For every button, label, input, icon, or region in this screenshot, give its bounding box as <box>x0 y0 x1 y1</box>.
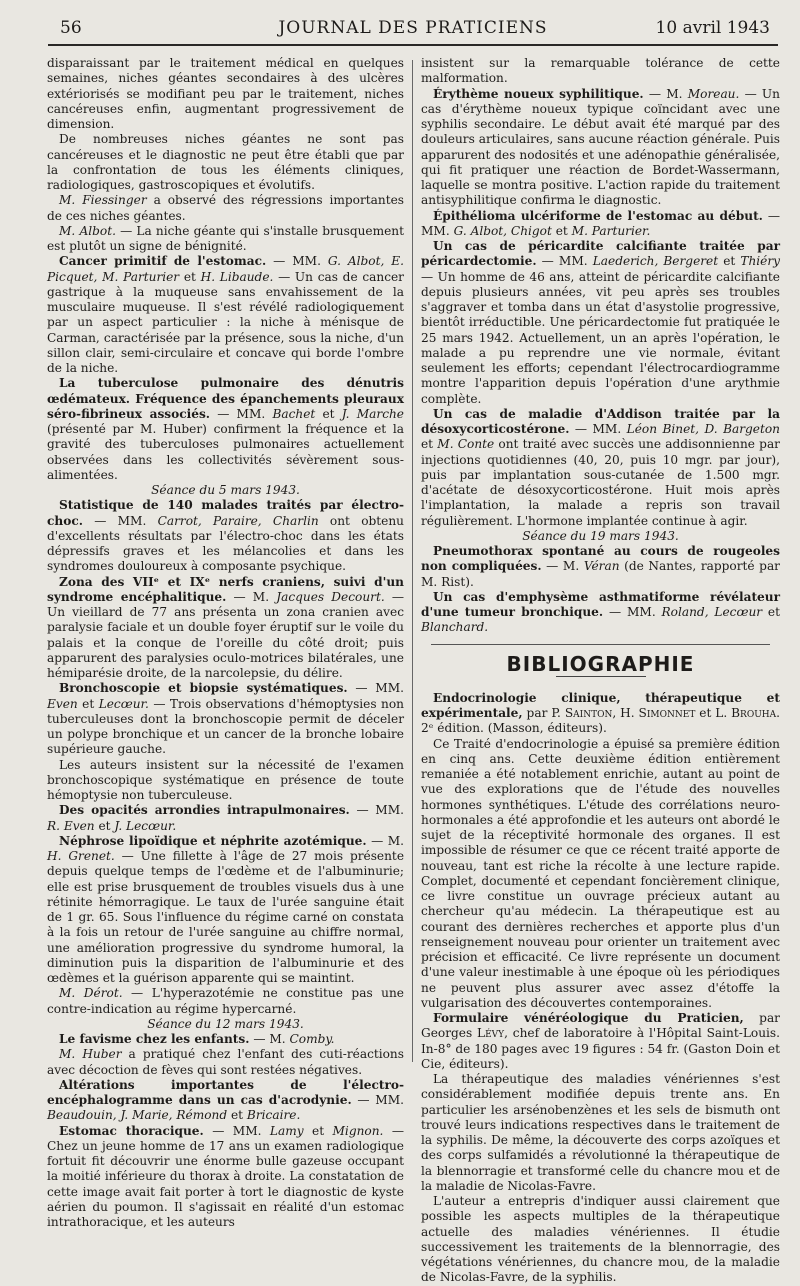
section-rule <box>431 644 770 645</box>
entry-estomac-thoracique: Estomac thoracique. — MM. Lamy et Mignon. — Chez un jeune homme de 17 ans un examen radiologique fortuit fit découvrir une énorme bulle gazeuse occupant la moitié inférieure du thorax à droite. La constatation de cette image avait fait porter à tort le diagnostic de kyste aérien du poumon. Il s'agissait en réalité d'un estomac intrathoracique, et les auteurs <box>47 1123 404 1229</box>
seance-heading: Séance du 5 mars 1943. <box>151 483 300 497</box>
entry-cancer-primitif: Cancer primitif de l'estomac. — MM. G. Albot, E. Picquet, M. Parturier et H. Libaude. — Un cas de cancer gastrique à la muqueuse sans envahissement de la musculaire muqueuse. Il s'est révélé radiologiquement par un aspect particulier : la niche à ménisque de Carman, caractérisée par la présence, sous la niche, d'un sillon clair, semi-circulaire et concave qui borde l'ombre de la niche. <box>47 254 404 375</box>
heading-underline <box>556 676 646 677</box>
paragraph: M. Fiessinger a observé des régressions importantes de ces niches géantes. <box>47 193 404 223</box>
entry-acrodynie: Altérations importantes de l'électro-encéphalogramme dans un cas d'acrodynie. — MM. Beaudouin, J. Marie, Rémond et Bricaire. <box>47 1077 404 1123</box>
book-review: Ce Traité d'endocrinologie a épuisé sa première édition en cinq ans. Cette deuxième édition entièrement remaniée a été notablement enrichie, autant au point de vue des explorations que de l'étude des nouvelles hormones synthétiques. L'étude des corrélations neuro-hormonales a été approfondie et les auteurs ont abordé le sujet de la réceptivité hormonale des organes. Il est impossible de résumer ce que ce récent traité apporte de nouveau, tant est riche la récolte à une lecture rapide. Complet, documenté et cependant foncièrement clinique, ce livre constitue un ouvrage précieux autant au chercheur qu'au médecin. La thérapeutique est au courant des dernières recherches et apporte plus d'un renseignement nouveau pour orienter un traitement avec précision et efficacité. Ce livre représente un document d'une valeur inestimable à une époque où les périodiques ne peuvent plus assurer avec assez d'étoffe la vulgarisation des découvertes contemporaines. <box>421 736 780 1010</box>
entry-electro-choc: Statistique de 140 malades traités par électro-choc. — MM. Carrot, Paraire, Charlin ont obtenu d'excellents résultats par l'électro-choc dans les états dépressifs graves et les mélancolies et dans les syndromes douloureux à composante psychique. <box>47 498 404 574</box>
page-header <box>48 14 778 44</box>
entry-pneumothorax: Pneumothorax spontané au cours de rougeoles non compliquées. — M. Véran (de Nantes, rapporté par M. Rist). <box>421 544 780 589</box>
book-review: L'auteur a entrepris d'indiquer aussi clairement que possible les aspects multiples de la thérapeutique actuelle des maladies vénériennes. Il étudie successivement les traitements de la blennorragie, des végétations vénériennes, du chancre mou, de la maladie de Nicolas-Favre, de la syphilis. <box>421 1194 780 1285</box>
entry-bronchoscopie: Bronchoscopie et biopsie systématiques. — MM. Even et Lecœur. — Trois observations d'hémoptysies non tuberculeuses dont la bronchoscopie permit de déceler un polype bronchique et un cancer de la bronche lobaire supérieure gauche. <box>47 681 404 757</box>
entry-emphyseme: Un cas d'emphysème asthmatiforme révélateur d'une tumeur bronchique. — MM. Roland, Lecœur et Blanchard. <box>421 589 780 635</box>
entry-favisme: Le favisme chez les enfants. — M. Comby. <box>59 1032 335 1046</box>
entry-opacites: Des opacités arrondies intrapulmonaires. — MM. R. Even et J. Lecœur. <box>47 803 404 833</box>
seance-heading: Séance du 12 mars 1943. <box>147 1016 304 1031</box>
paragraph: Les auteurs insistent sur la nécessité de l'examen bronchoscopique systématique en présence de toute hémoptysie non tuberculeuse. <box>47 757 404 802</box>
book-entry-formulaire: Formulaire vénéréologique du Praticien, par Georges Lévy, chef de laboratoire à l'Hôpital Saint-Louis. In-8° de 180 pages avec 19 figures : 54 fr. (Gaston Doin et Cie, éditeurs). <box>421 1011 780 1071</box>
issue-date: 10 avril 1943 <box>655 18 770 38</box>
left-column <box>47 56 404 1229</box>
right-column <box>421 56 780 1285</box>
paragraph: insistent sur la remarquable tolérance de cette malformation. <box>421 56 780 86</box>
book-review: La thérapeutique des maladies vénériennes s'est considérablement modifiée depuis trente ans. En particulier les arsénobenzènes et les sels de bismuth ont trouvé leurs indications respectives dans le traitement de la syphilis. De même, la découverte des corps azoïques et des corps sulfamidés a révolutionné la thérapeutique de la blennorragie et transformé celle du chancre mou et de la maladie de Nicolas-Favre. <box>421 1072 780 1193</box>
entry-zona: Zona des VIIᵉ et IXᵉ nerfs craniens, suivi d'un syndrome encéphalitique. — M. Jacques Decourt. — Un vieillard de 77 ans présenta un zona cranien avec paralysie faciale et un double foyer éruptif sur le voile du palais et la conque de l'oreille du côté droit; puis apparurent des paralysies oculo-motrices bilatérales, une hémiparésie droite, de la narcolepsie, du délire. <box>47 574 404 680</box>
seance-heading: Séance du 19 mars 1943. <box>522 528 679 543</box>
book-entry-endocrinologie: Endocrinologie clinique, thérapeutique et expérimentale, par P. Sainton, H. Simonnet et L. Brouha. 2ᵉ édition. (Masson, éditeurs). <box>421 690 780 736</box>
paragraph: M. Albot. — La niche géante qui s'installe brusquement est plutôt un signe de bénignité. <box>47 223 404 253</box>
column-divider <box>412 60 413 1062</box>
entry-pericardite: Un cas de péricardite calcifiante traitée par péricardectomie. — MM. Laederich, Bergeret et Thiéry — Un homme de 46 ans, atteint de péricardite calcifiante depuis plusieurs années, vit peu après ses troubles s'aggraver et tomba dans un état d'asystolie progressive, bientôt irréductible. Une péricardectomie fut pratiquée le 25 mars 1942. Actuellement, un an après l'opération, le malade a pu reprendre une vie normale, évitant seulement les efforts; cependant l'électrocardiogramme montre l'apparition depuis l'opération d'une arythmie complète. <box>421 239 780 406</box>
paragraph: De nombreuses niches géantes ne sont pas cancéreuses et le diagnostic ne peut être établi que par la confrontation de tous les éléments cliniques, radiologiques, gastroscopiques et évolutifs. <box>47 132 404 192</box>
paragraph: M. Dérot. — L'hyperazotémie ne constitue pas une contre-indication au régime hypercarné. <box>47 986 404 1016</box>
header-rule <box>48 44 778 46</box>
entry-epithelioma: Épithélioma ulcériforme de l'estomac au début. — MM. G. Albot, Chigot et M. Parturier. <box>421 208 780 238</box>
entry-erytheme: Érythème noueux syphilitique. — M. Moreau. — Un cas d'érythème noueux typique coïncidant avec une syphilis secondaire. Le début avait été marqué par des douleurs articulaires, sans aucune réaction générale. Puis apparurent des nodosités et une adénopathie généralisée, qui fit pratiquer une réaction de Bordet-Wassermann, laquelle se montra positive. L'action rapide du traitement antisyphilitique confirma le diagnostic. <box>421 86 780 208</box>
entry-nephrose: Néphrose lipoïdique et néphrite azotémique. — M. H. Grenet. — Une fillette à l'âge de 27 mois présente depuis quelque temps de l'œdème et de l'albuminurie; elle est prise brusquement de troubles visuels dus à une rétinite hémorragique. Le taux de l'urée sanguine était de 1 gr. 65. Sous l'influence du régime carné on constata à la fois un retour de l'urée sanguine au chiffre normal, une amélioration progressive du syndrome humoral, la diminution puis la disparition de l'albuminurie et des œdèmes et la guérison apparente qui se maintint. <box>47 833 404 985</box>
entry-tuberculose: La tuberculose pulmonaire des dénutris œdémateux. Fréquence des épanchements pleuraux séro-fibrineux associés. — MM. Bachet et J. Marche (présenté par M. Huber) confirment la fréquence et la gravité des tuberculoses pulmonaires actuellement observées dans les collectivités sévèrement sous-alimentées. <box>47 376 404 482</box>
journal-title: JOURNAL DES PRATICIENS <box>278 18 548 38</box>
page-number: 56 <box>60 18 82 38</box>
bibliographie-heading: BIBLIOGRAPHIE <box>506 651 695 676</box>
paragraph: disparaissant par le traitement médical en quelques semaines, niches géantes secondaires à des ulcères extériorisés se modifiant peu par le traitement, niches cancéreuses enfin, augmentant progressivement de dimension. <box>47 56 404 131</box>
entry-addison: Un cas de maladie d'Addison traitée par la désoxycorticostérone. — MM. Léon Binet, D. Bargeton et M. Conte ont traité avec succès une addisonnienne par injections quotidiennes (40, 20, puis 10 mgr. par jour), puis par implantation sous-cutanée de 1.500 mgr. d'acétate de désoxycorticostérone. Huit mois après l'implantation, la malade a repris son travail régulièrement. L'hormone implantée continue à agir. <box>421 406 780 528</box>
paragraph: M. Huber a pratiqué chez l'enfant des cuti-réactions avec décoction de fèves qui sont restées négatives. <box>47 1047 404 1077</box>
